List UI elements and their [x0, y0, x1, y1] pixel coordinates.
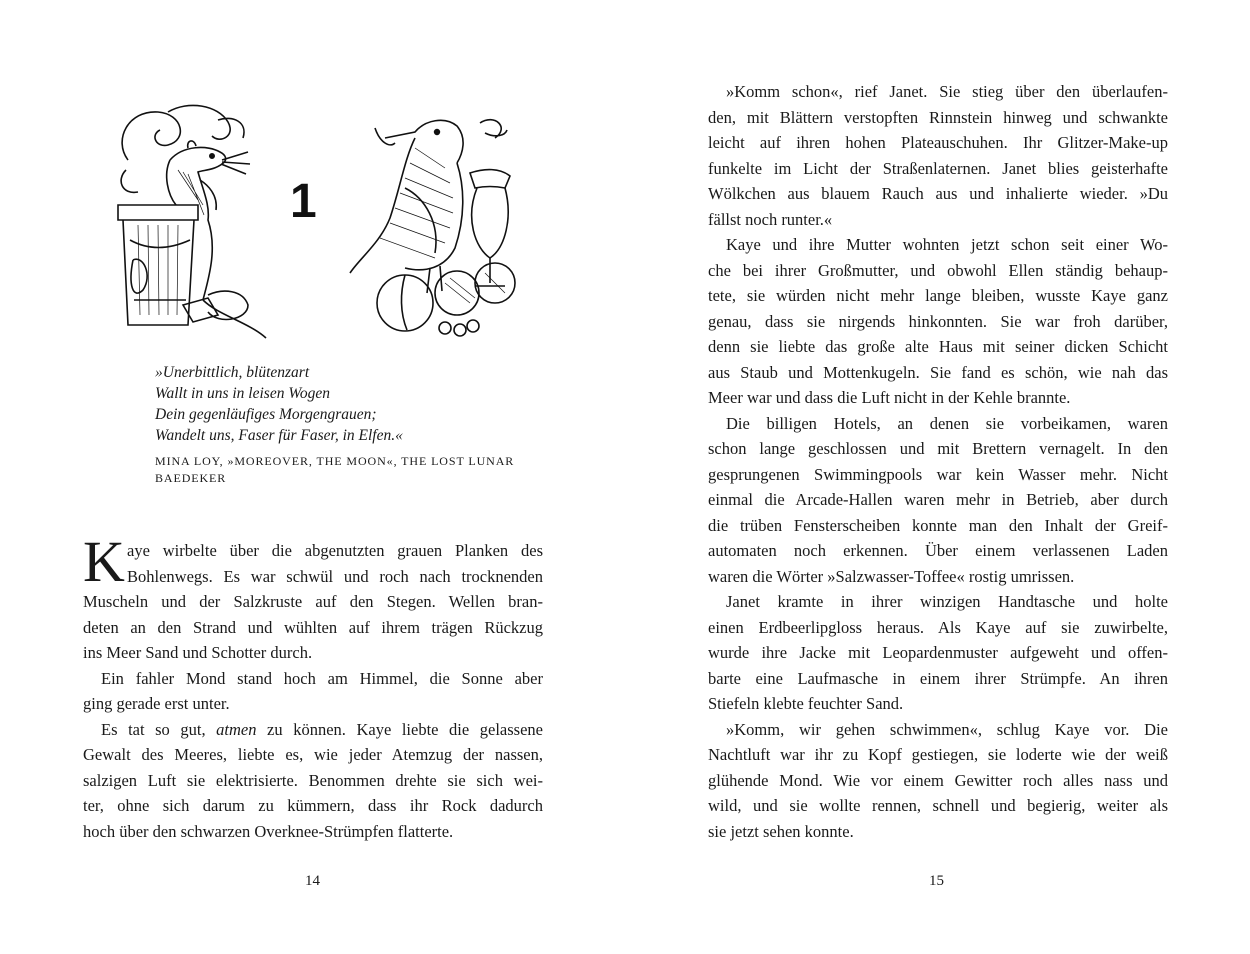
right-page [625, 0, 1250, 954]
text-line: che bei ihrer Großmutter, und obwohl Ellen ständig behaup- [708, 260, 1168, 280]
text-line: aye wirbelte über die abgenutzten grauen Planken des [127, 541, 543, 560]
text-line: Muscheln und der Salzkruste auf den Stegen. Wellen bran- [83, 592, 543, 611]
text-line: wild, und sie wollte rennen, schnell und begierig, weiter als [708, 796, 1168, 815]
attribution-line: MINA LOY, »MOREOVER, THE MOON«, THE LOST LUNAR [155, 454, 515, 468]
drop-cap: K [83, 529, 125, 594]
text-line: waren die Wörter »Salzwasser-Toffee« rostig umrissen. [708, 566, 1075, 586]
epigraph-attribution [155, 453, 545, 487]
text-line: »Komm, wir gehen schwimmen«, schlug Kaye vor. Die [726, 719, 1168, 739]
text-line: denn sie liebte das große alte Haus mit seiner dicken Schicht [708, 337, 1168, 356]
text-line: den, mit Blättern verstopften Rinnstein hinweg und schwankte [708, 107, 1168, 127]
text-line: leicht auf ihren hohen Plateauschuhen. Ihr Glitzer-Make-up [708, 133, 1168, 152]
text-line: Die billigen Hotels, an denen sie vorbeikamen, waren [726, 413, 1168, 433]
text-line: barte eine Laufmasche in einem ihrer Strümpfe. An ihren [708, 668, 1168, 688]
text-line: fällst noch runter.« [708, 209, 833, 229]
rat-on-jar-illustration [108, 100, 268, 340]
epigraph-line: »Unerbittlich, blütenzart [155, 364, 310, 381]
text-line: schon lange geschlossen und mit Brettern vernagelt. In den [708, 439, 1168, 458]
text-line: Stiefeln klebte feuchter Sand. [708, 694, 904, 713]
crow-with-vase-illustration [345, 108, 525, 348]
text-line: salzigen Luft sie elektrisierte. Benommen drehte sie sich wei- [83, 770, 543, 790]
text-line [83, 717, 543, 743]
text-line: gesprungenen Swimmingpools war kein Wasser mehr. Nicht [708, 464, 1168, 484]
text-line: aus Staub und Mottenkugeln. Sie fand es schön, wie nah das [708, 362, 1168, 382]
text-fragment: Es tat so gut, [101, 719, 217, 739]
text-line: sie jetzt sehen konnte. [708, 821, 854, 841]
text-line: Janet kramte in ihrer winzigen Handtasche und holte [726, 592, 1168, 611]
text-line: Bohlenwegs. Es war schwül und roch nach trocknenden [127, 566, 543, 586]
epigraph [155, 362, 555, 446]
epigraph-line: Wandelt uns, Faser für Faser, in Elfen.« [155, 427, 403, 444]
text-fragment: zu können. Kaye liebte die gelassene [256, 719, 544, 739]
page-number: 14 [305, 873, 320, 889]
text-line: die trüben Fensterscheiben konnte man den Inhalt der Greif- [708, 515, 1168, 535]
text-line: deten an den Strand und wühlten auf ihrem trägen Rückzug [83, 617, 543, 637]
text-line: tete, sie würden nicht mehr lange bleiben, wusste Kaye ganz [708, 286, 1168, 305]
text-line: genau, dass sie nirgends hinkonnten. Sie war froh darüber, [708, 311, 1168, 331]
chapter-number: 1 [290, 175, 317, 228]
emphasis-word: atmen [216, 719, 257, 739]
text-line: einmal die Arcade-Hallen waren mehr in Betrieb, aber durch [708, 490, 1168, 509]
text-line: ins Meer Sand und Schotter durch. [83, 643, 313, 662]
text-line: ging gerade erst unter. [83, 694, 230, 713]
page-number: 15 [929, 873, 944, 889]
text-line: hoch über den schwarzen Overknee-Strümpfen flatterte. [83, 821, 454, 841]
text-line: Gewalt des Meeres, liebte es, wie jeder Atemzug der nassen, [83, 745, 543, 764]
text-line: ter, ohne sich darum zu kümmern, dass ihr Rock dadurch [83, 796, 543, 815]
text-line: »Komm schon«, rief Janet. Sie stieg über den überlaufen- [726, 82, 1168, 101]
text-line: funkelte im Licht der Straßenlaternen. Janet blies geisterhafte [708, 158, 1168, 178]
epigraph-line: Wallt in uns in leisen Wogen [155, 385, 330, 402]
text-line: Kaye und ihre Mutter wohnten jetzt schon seit einer Wo- [726, 235, 1168, 254]
text-line: wurde ihre Jacke mit Leopardenmuster aufgeweht und offen- [708, 643, 1168, 662]
text-line: glühende Mond. Wie vor einem Gewitter roch alles nass und [708, 770, 1168, 790]
left-body-text [83, 538, 543, 844]
right-body-text [708, 79, 1168, 844]
text-line: automaten noch erkennen. Über einem verlassenen Laden [708, 541, 1168, 560]
epigraph-line: Dein gegenläufiges Morgengrauen; [155, 406, 377, 423]
text-line: einen Erdbeerlipgloss heraus. Als Kaye auf sie zuwirbelte, [708, 617, 1168, 637]
text-line: Meer war und dass die Luft nicht in der Kehle brannte. [708, 388, 1071, 407]
text-line: Ein fahler Mond stand hoch am Himmel, die Sonne aber [101, 668, 543, 688]
text-line: Nachtluft war ihr zu Kopf gestiegen, sie loderte wie der weiß [708, 745, 1168, 764]
text-line: Wölkchen aus blauem Rauch aus und inhalierte wieder. »Du [708, 184, 1168, 203]
attribution-line: BAEDEKER [155, 471, 227, 485]
